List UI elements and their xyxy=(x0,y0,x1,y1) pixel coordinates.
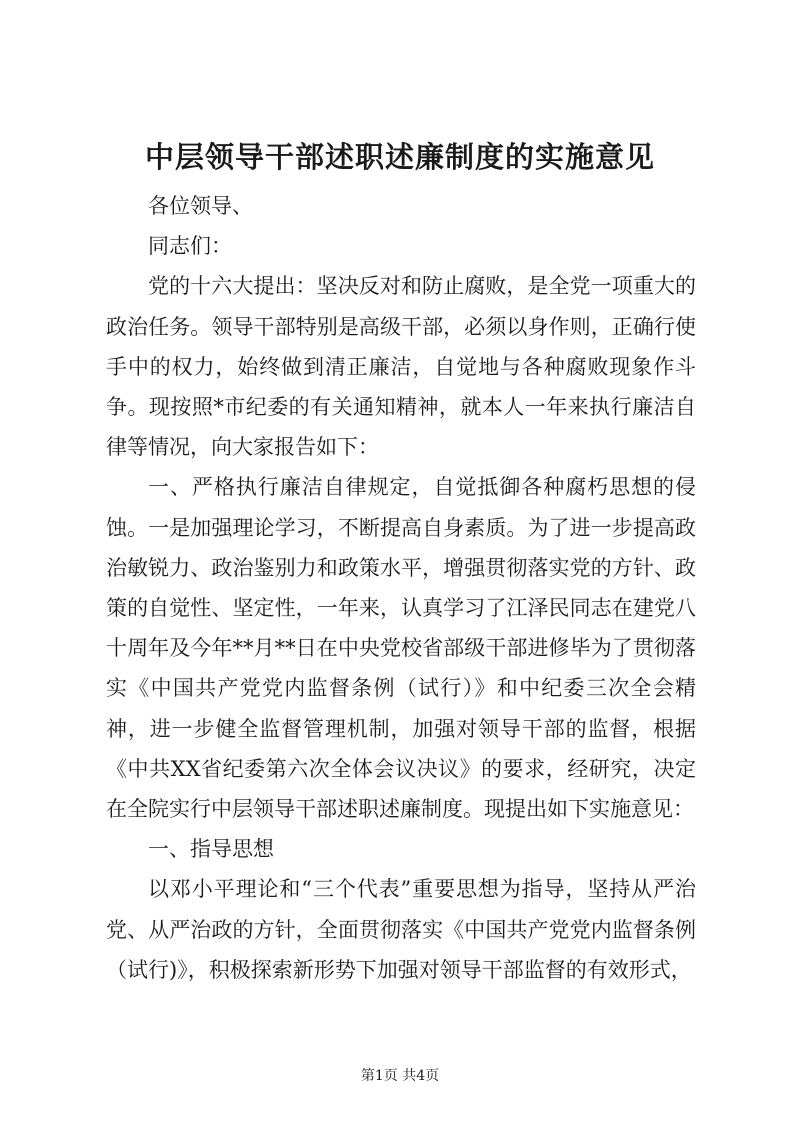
heading-guiding-ideology: 一、指导思想 xyxy=(148,837,274,862)
page-footer xyxy=(0,1068,800,1085)
document-body xyxy=(106,186,696,990)
salutation-leaders: 各位领导、 xyxy=(148,194,253,218)
page-title: 中层领导干部述职述廉制度的实施意见 xyxy=(144,140,655,174)
salutation-comrades: 同志们： xyxy=(148,234,232,259)
paragraph-intro: 党的十六大提出：坚决反对和防止腐败，是全党一项重大的政治任务。领导干部特别是高级干部，必须以身作则，正确行使手中的权力，始终做到清正廉洁，自觉地与各种腐败现象作斗争。现按照*市纪委的有关通知精神，就本人一年来执行廉洁自律等情况，向大家报告如下： xyxy=(106,274,696,460)
paragraph-guiding-ideology: 以邓小平理论和“三个代表”重要思想为指导，坚持从严治党、从严治政的方针，全面贯彻落实《中国共产党党内监督条例（试行)》，积极探索新形势下加强对领导干部监督的有效形式， xyxy=(106,877,696,982)
paragraph-section-one: 一、严格执行廉洁自律规定，自觉抵御各种腐朽思想的侵蚀。一是加强理论学习，不断提高自身素质。为了进一步提高政治敏锐力、政治鉴别力和政策水平，增强贯彻落实党的方针、政策的自觉性、坚定性，一年来，认真学习了江泽民同志在建党八十周年及今年**月**日在中央党校省部级干部进修毕为了贯彻落实《中国共产党党内监督条例（试行）》和中纪委三次全会精神，进一步健全监督管理机制，加强对领导干部的监督，根据《中共XX省纪委第六次全体会议决议》的要求，经研究，决定在全院实行中层领导干部述职述廉制度。现提出如下实施意见： xyxy=(106,475,696,822)
page-number: 第1页 共4页 xyxy=(360,1068,440,1084)
